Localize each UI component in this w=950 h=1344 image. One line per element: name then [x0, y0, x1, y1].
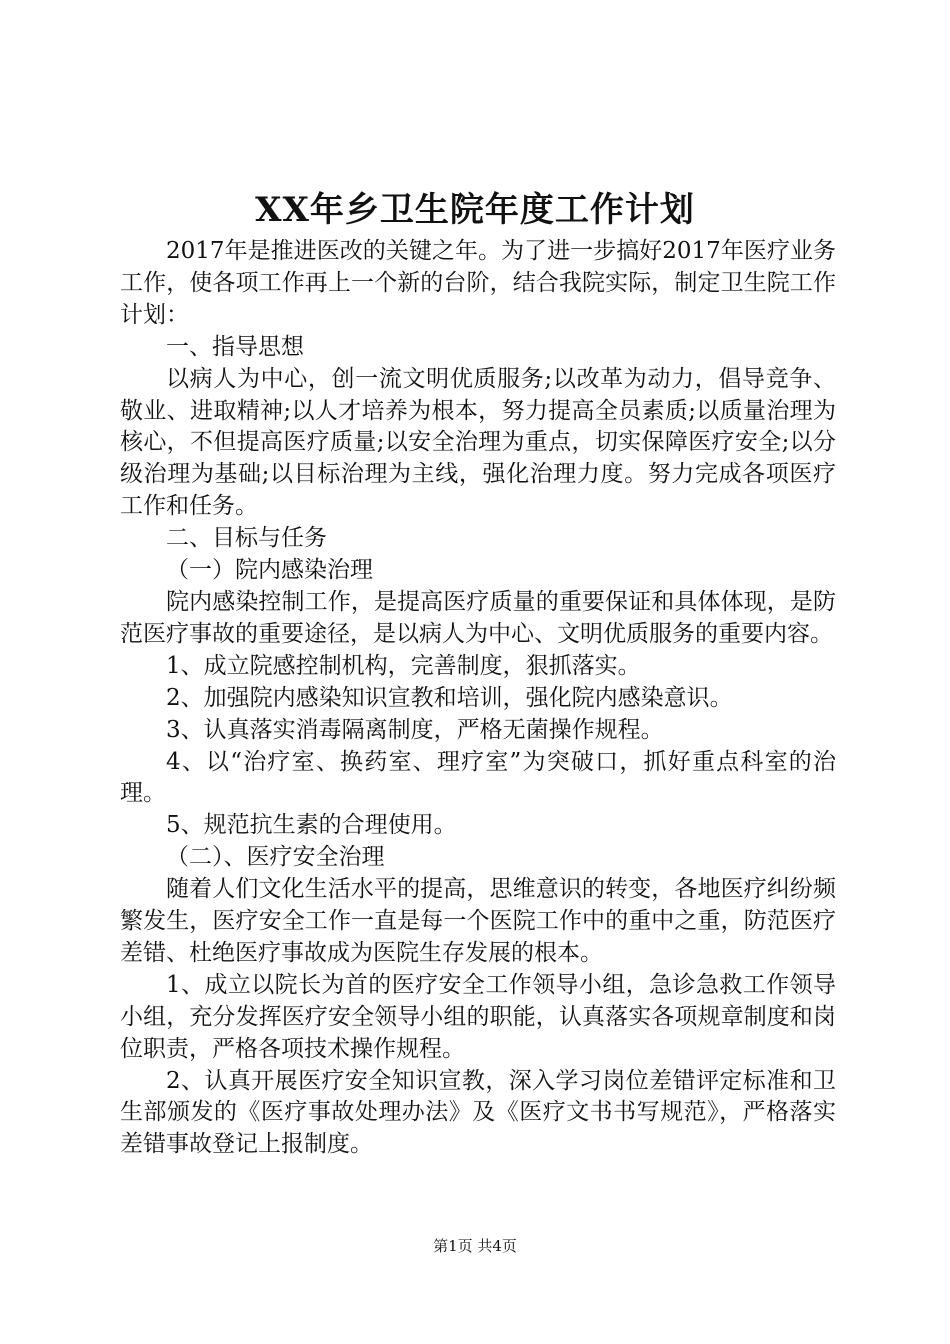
list-item: 2、认真开展医疗安全知识宣教，深入学习岗位差错评定标准和卫生部颁发的《医疗事故处理办法》及《医疗文书书写规范》，严格落实差错事故登记上报制度。 — [120, 1067, 836, 1158]
heading-goals-tasks: 二、目标与任务 — [166, 525, 327, 552]
heading-guiding-ideology: 一、指导思想 — [166, 333, 304, 360]
list-item: 1、成立院感控制机构，完善制度，狠抓落实。 — [166, 652, 641, 679]
subheading-infection-control: （一）院内感染治理 — [166, 557, 373, 584]
list-item: 4、以“治疗室、换药室、理疗室”为突破口，抓好重点科室的治理。 — [120, 748, 836, 807]
list-item: 1、成立以院长为首的医疗安全工作领导小组，急诊急救工作领导小组，充分发挥医疗安全领导小组的职能，认真落实各项规章制度和岗位职责，严格各项技术操作规程。 — [120, 971, 836, 1062]
paragraph-intro: 2017年是推进医改的关键之年。为了进一步搞好2017年医疗业务工作，使各项工作再上一个新的台阶，结合我院实际，制定卫生院工作计划： — [120, 238, 836, 328]
paragraph-guiding-ideology: 以病人为中心，创一流文明优质服务;以改革为动力，倡导竞争、敬业、进取精神;以人才培养为根本，努力提高全员素质;以质量治理为核心，不但提高医疗质量;以安全治理为重点，切实保障医疗安全;以分级治理为基础;以目标治理为主线，强化治理力度。努力完成各项医疗工作和任务。 — [120, 365, 836, 520]
paragraph-infection-control: 院内感染控制工作，是提高医疗质量的重要保证和具体体现，是防范医疗事故的重要途径，是以病人为中心、文明优质服务的重要内容。 — [120, 588, 836, 647]
list-item: 3、认真落实消毒隔离制度，严格无菌操作规程。 — [166, 716, 664, 743]
page-number-footer: 第1页 共4页 — [433, 1237, 517, 1255]
list-item: 5、规范抗生素的合理使用。 — [166, 812, 457, 839]
list-item: 2、加强院内感染知识宣教和培训，强化院内感染意识。 — [166, 684, 733, 711]
document-body — [120, 236, 836, 1161]
document-title: XX年乡卫生院年度工作计划 — [255, 190, 695, 230]
paragraph-medical-safety: 随着人们文化生活水平的提高，思维意识的转变，各地医疗纠纷频繁发生，医疗安全工作一直是每一个医院工作中的重中之重，防范医疗差错、杜绝医疗事故成为医院生存发展的根本。 — [120, 876, 836, 966]
subheading-medical-safety: （二）、医疗安全治理 — [166, 844, 385, 871]
